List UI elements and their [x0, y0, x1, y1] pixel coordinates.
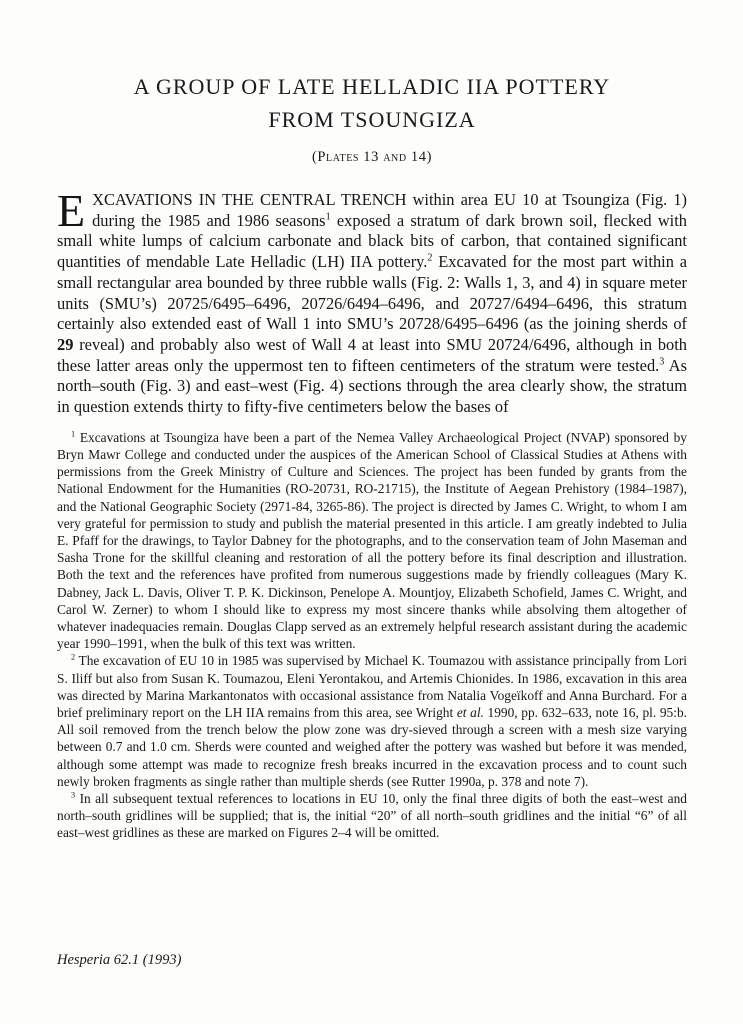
article-title-line-1: A GROUP OF LATE HELLADIC IIA POTTERY: [133, 74, 611, 99]
footnote-3: $^3$ In all subsequent textual references to locations in EU 10, only the final three digits of both the east–west and north–south gridlines will be supplied; that is, the initial “20” of all north–south gridlines and the initial “6” of all east–west gridlines as these are marked on Figures 2–4 will be omitted.: [57, 790, 687, 841]
opening-paragraph-text: XCAVATIONS IN THE CENTRAL TRENCH within area EU 10 at Tsoungiza (Fig. 1) during the 1985 and 1986 seasons$^1$ exposed a stratum of dark brown soil, flecked with small white lumps of calcium carbonate and black bits of carbon, that contained significant quantities of mendable Late Helladic (LH) IIA pottery.$^2$ Excavated for the most part within a small rectangular area bounded by three rubble walls (Fig. 2: Walls 1, 3, and 4) in square meter units (SMU’s) 20725/6495–6496, 20726/6494–6496, and 20727/6494–6496, this stratum certainly also extended east of Wall 1 into SMU’s 20728/6495–6496 (as the joining sherds of 29 reveal) and probably also west of Wall 4 at least into SMU 20724/6496, although in both these latter areas only the uppermost ten to fifteen centimeters of the stratum were tested.$^3$ As north–south (Fig. 3) and east–west (Fig. 4) sections through the area clearly show, the stratum in question extends thirty to fifty-five centimeters below the bases of: [57, 190, 687, 417]
footnote-2: $^2$ The excavation of EU 10 in 1985 was supervised by Michael K. Toumazou with assistance principally from Lori S. Iliff but also from Susan K. Toumazou, Eleni Yerontakou, and Artemis Chionides. In 1986, excavation in this area was directed by Marina Markantonatos with occasional assistance from Natalia Vogeïkoff and Anna Burchard. For a brief preliminary report on the LH IIA remains from this area, see Wright et al. 1990, pp. 632–633, note 16, pl. 95:b. All soil removed from the trench below the plow zone was dry-sieved through a screen with a mesh size varying between 0.7 and 1.0 cm. Sherds were counted and weighed after the pottery was washed but before it was mended, although some attempt was made to recognize fresh breaks incurred in the excavation process and to count such newly broken fragments as single rather than multiple sherds (see Rutter 1990a, p. 378 and note 7).: [57, 652, 687, 789]
journal-footer: Hesperia 62.1 (1993): [57, 952, 182, 968]
article-title-line-2: FROM TSOUNGIZA: [268, 107, 476, 132]
plates-note: (Plates 13 and 14): [311, 149, 433, 165]
article-title: [57, 70, 687, 136]
footnotes-section: [57, 429, 687, 842]
opening-paragraph: [57, 185, 687, 418]
dropcap-letter: E: [57, 185, 86, 236]
footnote-1: $^1$ Excavations at Tsoungiza have been a part of the Nemea Valley Archaeological Project (NVAP) sponsored by Bryn Mawr College and conducted under the auspices of the American School of Classical Studies at Athens with permissions from the Greek Ministry of Culture and Sciences. The project has been funded by grants from the National Endowment for the Humanities (RO-20731, RO-21715), the Institute of Aegean Prehistory (1984–1987), and the National Geographic Society (2971-84, 3265-86). The project is directed by James C. Wright, to whom I am very grateful for permission to study and publish the material presented in this article. I am greatly indebted to Julia E. Pfaff for the drawings, to Taylor Dabney for the photographs, and to the conservation team of John Maseman and Sasha Trone for the skillful cleaning and restoration of all the pottery before its final description and illustration. Both the text and the references have profited from numerous suggestions made by friendly colleagues (Mary K. Dabney, Jack L. Davis, Oliver T. P. K. Dickinson, Penelope A. Mountjoy, Elizabeth Schofield, James C. Wright, and Carol W. Zerner) to whom I should like to express my most sincere thanks while absolving them altogether of whatever inadequacies remain. Douglas Clapp served as an extremely helpful research assistant during the academic year 1990–1991, when the bulk of this text was written.: [57, 429, 687, 652]
